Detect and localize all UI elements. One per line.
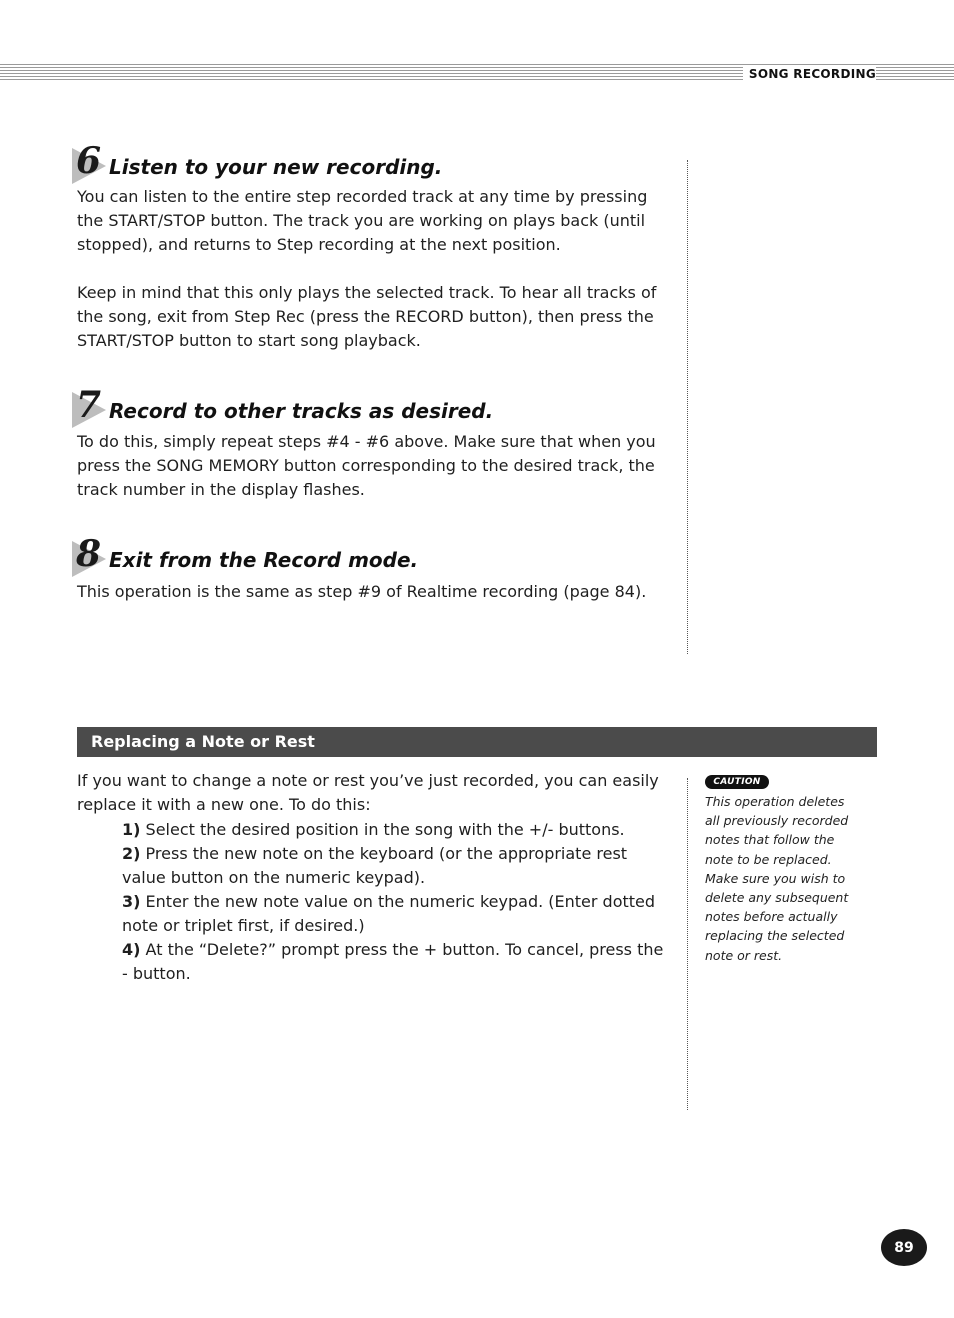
step-title: Exit from the Record mode. [109, 548, 419, 572]
column-divider [687, 778, 688, 1110]
section-title: Replacing a Note or Rest [91, 732, 315, 751]
list-item: 2) Press the new note on the keyboard (or the appropriate rest value button on the numeric keypad). [122, 844, 628, 887]
step-title: Listen to your new recording. [109, 155, 443, 179]
step-number: 8 [76, 533, 102, 575]
step-title: Record to other tracks as desired. [109, 399, 494, 423]
column-divider [687, 160, 688, 654]
paragraph: This operation is the same as step #9 of Realtime recording (page 84). [77, 582, 647, 601]
step-number: 6 [76, 140, 102, 182]
caution-note: This operation deletes all previously recorded notes that follow the note to be replaced. Make sure you wish to delete any subsequent notes before actually replacing the selected note or rest. [705, 794, 849, 963]
paragraph: You can listen to the entire step recorded track at any time by pressing the START/STOP button. The track you are working on plays back (until stopped), and returns to Step recording at the next position. [77, 187, 648, 254]
list-item: 1) Select the desired position in the song with the +/- buttons. [122, 820, 625, 839]
paragraph: If you want to change a note or rest you’ve just recorded, you can easily replace it with a new one. To do this: [77, 771, 659, 814]
step-8-body [77, 580, 672, 604]
list-item: 4) At the “Delete?” prompt press the + button. To cancel, press the - button. [122, 940, 664, 983]
step-number: 7 [76, 384, 102, 426]
running-header: SONG RECORDING [743, 67, 876, 81]
list-item: 3) Enter the new note value on the numeric keypad. (Enter dotted note or triplet first, if desired.) [122, 892, 656, 935]
step-6-body [77, 185, 672, 353]
section-header-bar [77, 727, 877, 757]
paragraph: Keep in mind that this only plays the selected track. To hear all tracks of the song, exit from Step Rec (press the RECORD button), then press the START/STOP button to start song playback. [77, 283, 657, 350]
caution-badge: CAUTION [705, 775, 769, 789]
paragraph: To do this, simply repeat steps #4 - #6 above. Make sure that when you press the SONG MEMORY button corresponding to the desired track, the track number in the display flashes. [77, 432, 656, 499]
step-7-body [77, 430, 672, 502]
instruction-list [122, 818, 672, 986]
section-intro [77, 769, 672, 817]
page-number: 89 [881, 1229, 927, 1266]
